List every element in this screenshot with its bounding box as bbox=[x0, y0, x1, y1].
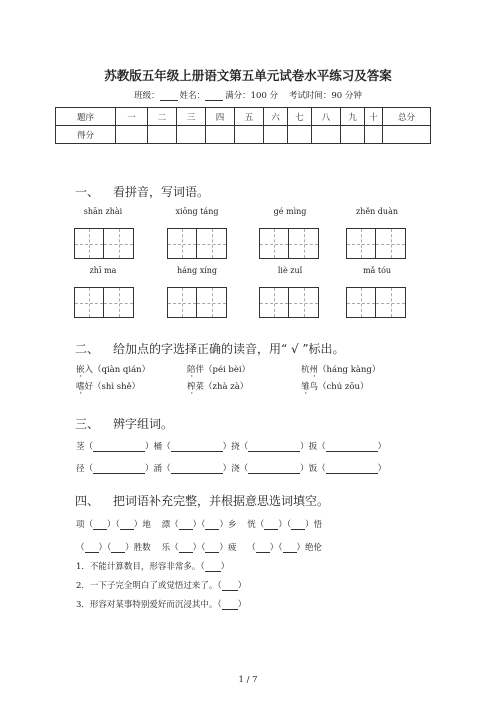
score-cell[interactable] bbox=[288, 126, 312, 144]
score-table bbox=[55, 107, 431, 144]
score-head-cell: 五 bbox=[235, 108, 264, 126]
question-item: 2．一下子完全明白了或觉悟过来了。（ ） bbox=[76, 581, 247, 591]
score-head-cell: 十 bbox=[365, 108, 383, 126]
answer-blank[interactable] bbox=[326, 442, 378, 452]
answer-blank[interactable] bbox=[326, 464, 378, 474]
score-cell[interactable] bbox=[341, 126, 365, 144]
writing-box[interactable] bbox=[167, 228, 227, 259]
pinyin-label: háng xíng bbox=[176, 266, 218, 275]
class-label: 班级： bbox=[134, 91, 160, 101]
answer-blank[interactable] bbox=[248, 464, 300, 474]
score-head-cell: 九 bbox=[341, 108, 365, 126]
answer-blank[interactable] bbox=[93, 520, 107, 530]
answer-blank[interactable] bbox=[222, 600, 238, 610]
score-head-cell: 题序 bbox=[56, 108, 116, 126]
pronunciation-item[interactable]: 嗜好（shì shě） bbox=[76, 382, 141, 392]
answer-blank[interactable] bbox=[264, 520, 278, 530]
section-4-heading: 四、 把词语补充完整，并根据意思选词填空。 bbox=[75, 494, 330, 508]
exam-time: 考试时间：90 分钟 bbox=[288, 91, 362, 101]
writing-box[interactable] bbox=[346, 287, 406, 318]
pronunciation-item[interactable]: 嵌入（qiàn qián） bbox=[76, 365, 151, 375]
answer-blank[interactable] bbox=[179, 543, 193, 553]
answer-blank[interactable] bbox=[111, 543, 125, 553]
section-2-heading: 二、 给加点的字选择正确的读音，用“ √ ”标出。 bbox=[75, 342, 345, 356]
word-group-row: 茎（ ）桶（ ）挠（ ）扳（ ） bbox=[76, 442, 387, 452]
score-cell[interactable] bbox=[116, 126, 148, 144]
pinyin-label: zhī ma bbox=[89, 266, 117, 275]
answer-blank[interactable] bbox=[222, 581, 238, 591]
score-cell[interactable] bbox=[235, 126, 264, 144]
answer-blank[interactable] bbox=[205, 520, 219, 530]
writing-box[interactable] bbox=[346, 228, 406, 259]
writing-box[interactable] bbox=[74, 228, 134, 259]
section-3-heading: 三、 辨字组词。 bbox=[75, 417, 174, 431]
score-head-cell: 四 bbox=[206, 108, 235, 126]
word-group-row: 径（ ）涌（ ）浇（ ）饭（ ） bbox=[76, 464, 387, 474]
writing-box[interactable] bbox=[259, 287, 319, 318]
pronunciation-item[interactable]: 杭州（háng kàng） bbox=[301, 365, 381, 375]
page-number: 1 / 7 bbox=[238, 675, 258, 685]
pronunciation-item[interactable]: 雏鸟（chú zōu） bbox=[301, 382, 369, 392]
question-item: 3．形容对某事特别爱好而沉浸其中。（ ） bbox=[76, 600, 247, 610]
answer-blank[interactable] bbox=[93, 442, 145, 452]
idiom-row: （ ）（ ）胜数 乐（ ）（ ）疲 （ ）（ ）绝伦 bbox=[76, 543, 323, 553]
answer-blank[interactable] bbox=[248, 442, 300, 452]
idiom-row: 项（ ）（ ）地 漂（ ）（ ）乡 恍（ ）（ ）悟 bbox=[76, 520, 323, 530]
pinyin-label: xiōng táng bbox=[175, 207, 219, 216]
answer-blank[interactable] bbox=[171, 442, 223, 452]
answer-blank[interactable] bbox=[120, 520, 134, 530]
pinyin-label: shān zhài bbox=[83, 207, 123, 216]
pronunciation-item[interactable]: 榨菜（zhà zà） bbox=[187, 382, 249, 392]
score-cell[interactable] bbox=[312, 126, 341, 144]
score-cell[interactable] bbox=[365, 126, 383, 144]
answer-blank[interactable] bbox=[256, 543, 270, 553]
score-head-cell: 七 bbox=[288, 108, 312, 126]
full-score: 满分：100 分 bbox=[225, 91, 279, 101]
pinyin-label: zhěn duàn bbox=[356, 207, 398, 216]
writing-box[interactable] bbox=[74, 287, 134, 318]
writing-box[interactable] bbox=[259, 228, 319, 259]
pinyin-label: liè zuǐ bbox=[277, 266, 303, 275]
question-item: 1．不能计算数目，形容非常多。（ ） bbox=[76, 562, 230, 572]
exam-info bbox=[0, 89, 496, 101]
answer-blank[interactable] bbox=[171, 464, 223, 474]
score-head-cell: 六 bbox=[264, 108, 288, 126]
answer-blank[interactable] bbox=[291, 520, 305, 530]
class-blank[interactable] bbox=[160, 92, 178, 101]
score-cell[interactable] bbox=[383, 126, 431, 144]
score-head-cell: 二 bbox=[148, 108, 177, 126]
writing-box[interactable] bbox=[167, 287, 227, 318]
answer-blank[interactable] bbox=[179, 520, 193, 530]
score-cell[interactable] bbox=[206, 126, 235, 144]
score-head-cell: 三 bbox=[177, 108, 206, 126]
score-row-label: 得分 bbox=[56, 126, 116, 144]
score-head-cell: 八 bbox=[312, 108, 341, 126]
answer-blank[interactable] bbox=[93, 464, 145, 474]
section-1-heading: 一、 看拼音，写词语。 bbox=[75, 185, 210, 199]
name-label: 姓名： bbox=[179, 91, 206, 101]
score-cell[interactable] bbox=[148, 126, 177, 144]
pronunciation-item[interactable]: 陪伴（péi bèi） bbox=[187, 365, 251, 375]
pinyin-label: gé mìng bbox=[273, 207, 307, 216]
answer-blank[interactable] bbox=[85, 543, 99, 553]
page-title: 苏教版五年级上册语文第五单元试卷水平练习及答案 bbox=[104, 68, 392, 83]
name-blank[interactable] bbox=[205, 92, 223, 101]
score-head-cell: 一 bbox=[116, 108, 148, 126]
score-head-cell: 总分 bbox=[383, 108, 431, 126]
answer-blank[interactable] bbox=[283, 543, 297, 553]
answer-blank[interactable] bbox=[205, 562, 221, 572]
score-cell[interactable] bbox=[264, 126, 288, 144]
pinyin-label: mǎ tóu bbox=[362, 266, 392, 275]
answer-blank[interactable] bbox=[205, 543, 219, 553]
score-cell[interactable] bbox=[177, 126, 206, 144]
